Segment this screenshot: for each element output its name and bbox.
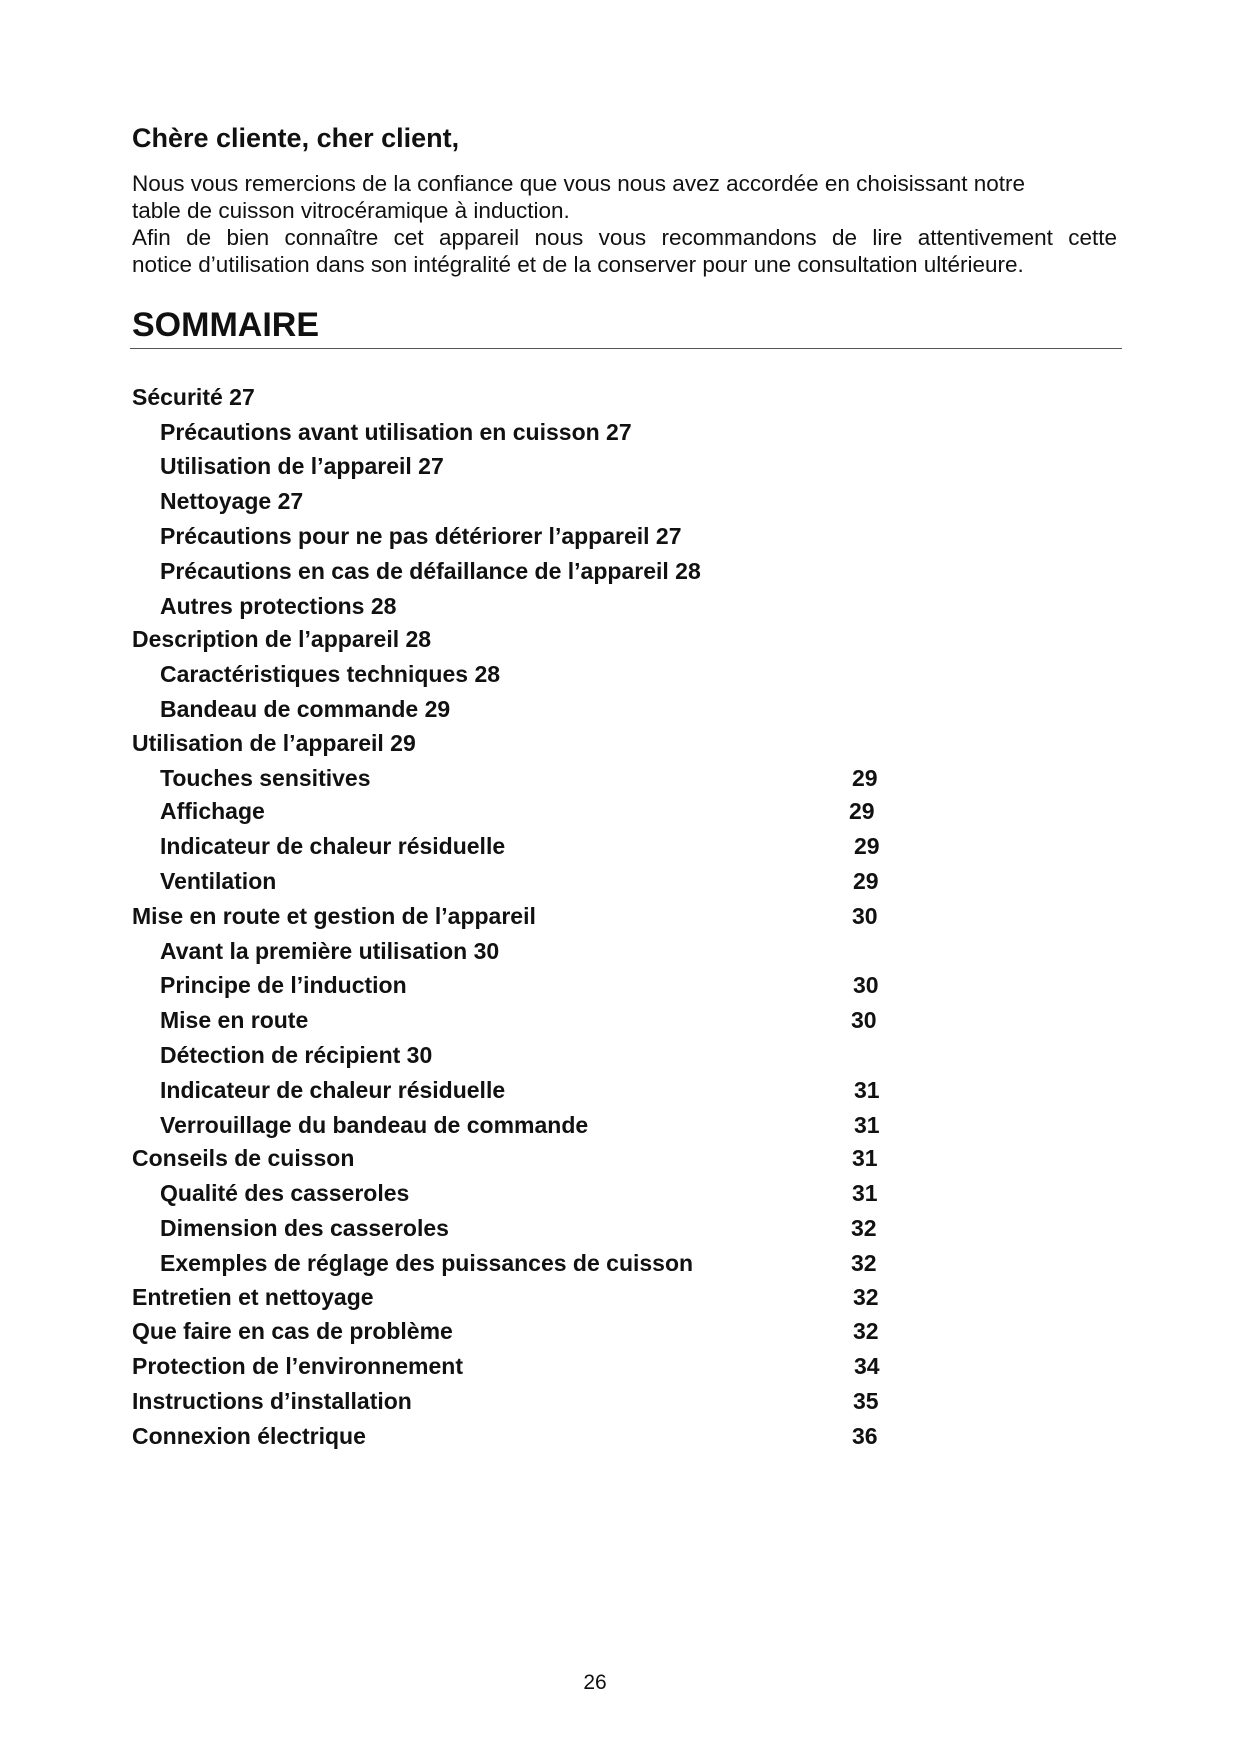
toc-page-verrouillage-bandeau: 31 [854,1112,880,1138]
toc-entry-affichage[interactable]: Affichage [160,798,265,824]
toc-entry-precautions-defaillance[interactable]: Précautions en cas de défaillance de l’appareil 28 [160,558,701,584]
toc-page-principe-induction: 30 [853,972,879,998]
toc-entry-mise-en-route[interactable]: Mise en route [160,1007,309,1033]
toc-page-entretien-nettoyage: 32 [853,1284,879,1310]
toc-page-connexion-electrique: 36 [852,1423,878,1449]
toc-entry-verrouillage-bandeau[interactable]: Verrouillage du bandeau de commande [160,1112,589,1138]
toc-entry-caracteristiques-techniques[interactable]: Caractéristiques techniques 28 [160,661,501,687]
toc-entry-nettoyage[interactable]: Nettoyage 27 [160,488,304,514]
toc-entry-indicateur-chaleur-1[interactable]: Indicateur de chaleur résiduelle [160,833,506,859]
page-number: 26 [583,1671,607,1694]
toc-entry-avant-premiere-utilisation[interactable]: Avant la première utilisation 30 [160,938,500,964]
toc-entry-indicateur-chaleur-2[interactable]: Indicateur de chaleur résiduelle [160,1077,506,1103]
toc-entry-utilisation-appareil-section[interactable]: Utilisation de l’appareil 29 [132,730,416,756]
toc-page-ventilation: 29 [853,868,879,894]
toc-entry-qualite-casseroles[interactable]: Qualité des casseroles [160,1180,410,1206]
intro-line-2: table de cuisson vitrocéramique à induction. [132,198,570,223]
toc-entry-autres-protections[interactable]: Autres protections 28 [160,593,397,619]
toc-page-exemples-reglage: 32 [851,1250,877,1276]
toc-entry-ventilation[interactable]: Ventilation [160,868,277,894]
toc-page-qualite-casseroles: 31 [852,1180,878,1206]
toc-entry-principe-induction[interactable]: Principe de l’induction [160,972,407,998]
toc-entry-que-faire-probleme[interactable]: Que faire en cas de problème [132,1318,453,1344]
toc-entry-description-appareil[interactable]: Description de l’appareil 28 [132,626,432,652]
toc-entry-conseils-cuisson[interactable]: Conseils de cuisson [132,1145,355,1171]
toc-page-dimension-casseroles: 32 [851,1215,877,1241]
toc-entry-mise-en-route-gestion[interactable]: Mise en route et gestion de l’appareil [132,903,536,929]
toc-page-affichage: 29 [849,798,875,824]
greeting-heading: Chère cliente, cher client, [132,123,460,153]
toc-page-protection-environnement: 34 [854,1353,880,1379]
toc-entry-connexion-electrique[interactable]: Connexion électrique [132,1423,366,1449]
toc-title: SOMMAIRE [132,306,319,344]
toc-entry-precautions-avant-utilisation[interactable]: Précautions avant utilisation en cuisson 27 [160,419,632,445]
toc-page-conseils-cuisson: 31 [852,1145,878,1171]
toc-page-mise-en-route: 30 [851,1007,877,1033]
toc-entry-bandeau-commande[interactable]: Bandeau de commande 29 [160,696,451,722]
intro-line-1: Nous vous remercions de la confiance que vous nous avez accordée en choisissant notre [132,171,1026,196]
toc-entry-securite[interactable]: Sécurité 27 [132,384,255,410]
toc-entry-protection-environnement[interactable]: Protection de l’environnement [132,1353,463,1379]
toc-page-mise-en-route-gestion: 30 [852,903,878,929]
intro-line-4: notice d’utilisation dans son intégralité et de la conserver pour une consultation ultérieure. [132,252,1024,277]
toc-page-instructions-installation: 35 [853,1388,879,1414]
toc-entry-detection-recipient[interactable]: Détection de récipient 30 [160,1042,433,1068]
toc-entry-instructions-installation[interactable]: Instructions d’installation [132,1388,412,1414]
toc-entry-touches-sensitives[interactable]: Touches sensitives [160,765,371,791]
toc-entry-dimension-casseroles[interactable]: Dimension des casseroles [160,1215,449,1241]
toc-entry-precautions-deteriorer[interactable]: Précautions pour ne pas détériorer l’appareil 27 [160,523,682,549]
toc-entry-exemples-reglage[interactable]: Exemples de réglage des puissances de cuisson [160,1250,694,1276]
toc-page-indicateur-chaleur-1: 29 [854,833,880,859]
toc-page-touches-sensitives: 29 [852,765,878,791]
toc-entry-utilisation-appareil[interactable]: Utilisation de l’appareil 27 [160,453,444,479]
intro-line-3: Afin de bien connaître cet appareil nous vous recommandons de lire attentivement cette [132,225,1117,250]
toc-page-que-faire-probleme: 32 [853,1318,879,1344]
toc-page-indicateur-chaleur-2: 31 [854,1077,880,1103]
toc-entry-entretien-nettoyage[interactable]: Entretien et nettoyage [132,1284,374,1310]
